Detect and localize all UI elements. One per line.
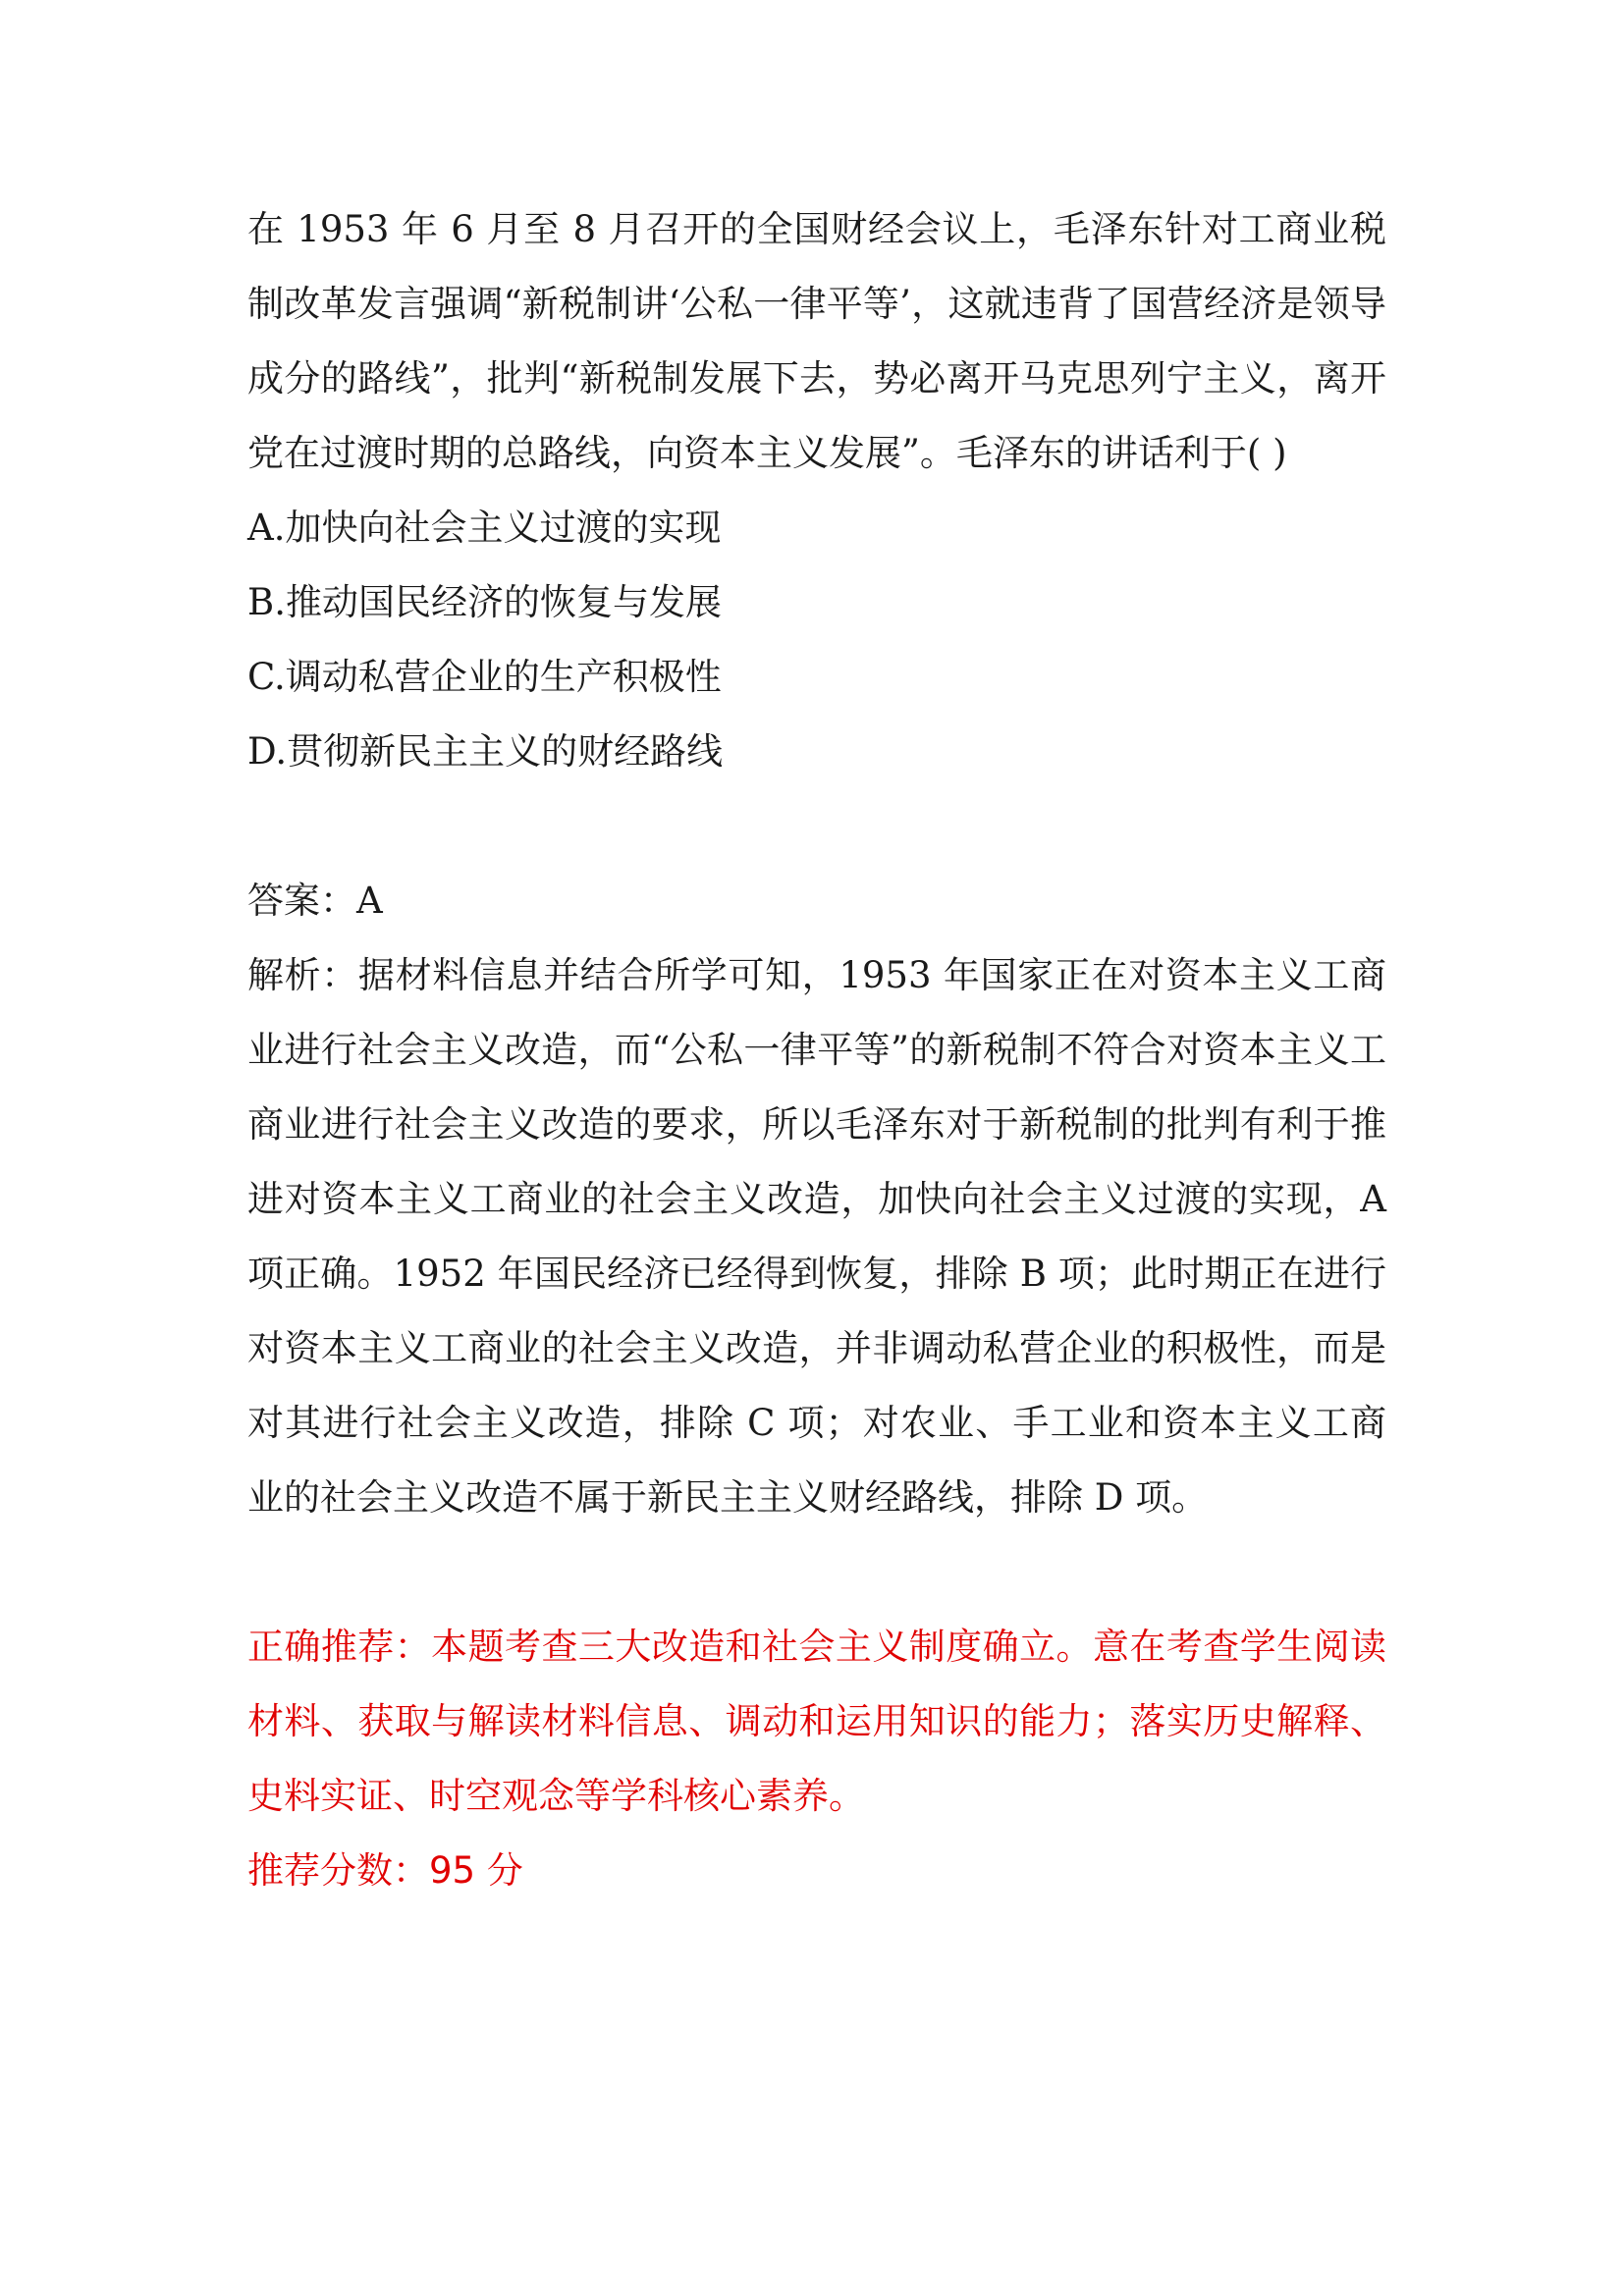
answer-line: 答案：A <box>247 880 383 922</box>
recommendation-text: 正确推荐：本题考查三大改造和社会主义制度确立。意在考查学生阅读材料、获取与解读材料信息、调动和运用知识的能力；落实历史解释、史料实证、时空观念等学科核心素养。 <box>247 1626 1386 1817</box>
option-b: B.推动国民经济的恢复与发展 <box>247 581 722 623</box>
spacer <box>247 1535 1386 1610</box>
option-d: D.贯彻新民主主义的财经路线 <box>247 730 724 773</box>
spacer <box>247 789 1386 864</box>
recommendation-score: 推荐分数：95 分 <box>247 1849 523 1892</box>
document-content <box>247 192 1386 1908</box>
option-c: C.调动私营企业的生产积极性 <box>247 656 722 698</box>
question-stem: 在 1953 年 6 月至 8 月召开的全国财经会议上，毛泽东针对工商业税制改革发言强调“新税制讲‘公私一律平等’，这就违背了国营经济是领导成分的路线”，批判“新税制发展下去，势必离开马克思列宁主义，离开党在过渡时期的总路线，向资本主义发展”。毛泽东的讲话利于( ) <box>247 208 1386 474</box>
option-a: A.加快向社会主义过渡的实现 <box>247 507 722 549</box>
analysis-text: 解析：据材料信息并结合所学可知，1953 年国家正在对资本主义工商业进行社会主义改造，而“公私一律平等”的新税制不符合对资本主义工商业进行社会主义改造的要求，所以毛泽东对于新税制的批判有利于推进对资本主义工商业的社会主义改造，加快向社会主义过渡的实现，A 项正确。1952 年国民经济已经得到恢复，排除 B 项；此时期正在进行对资本主义工商业的社会主义改造，并非调动私营企业的积极性，而是对其进行社会主义改造，排除 C 项；对农业、手工业和资本主义工商业的社会主义改造不属于新民主主义财经路线，排除 D 项。 <box>247 954 1386 1519</box>
